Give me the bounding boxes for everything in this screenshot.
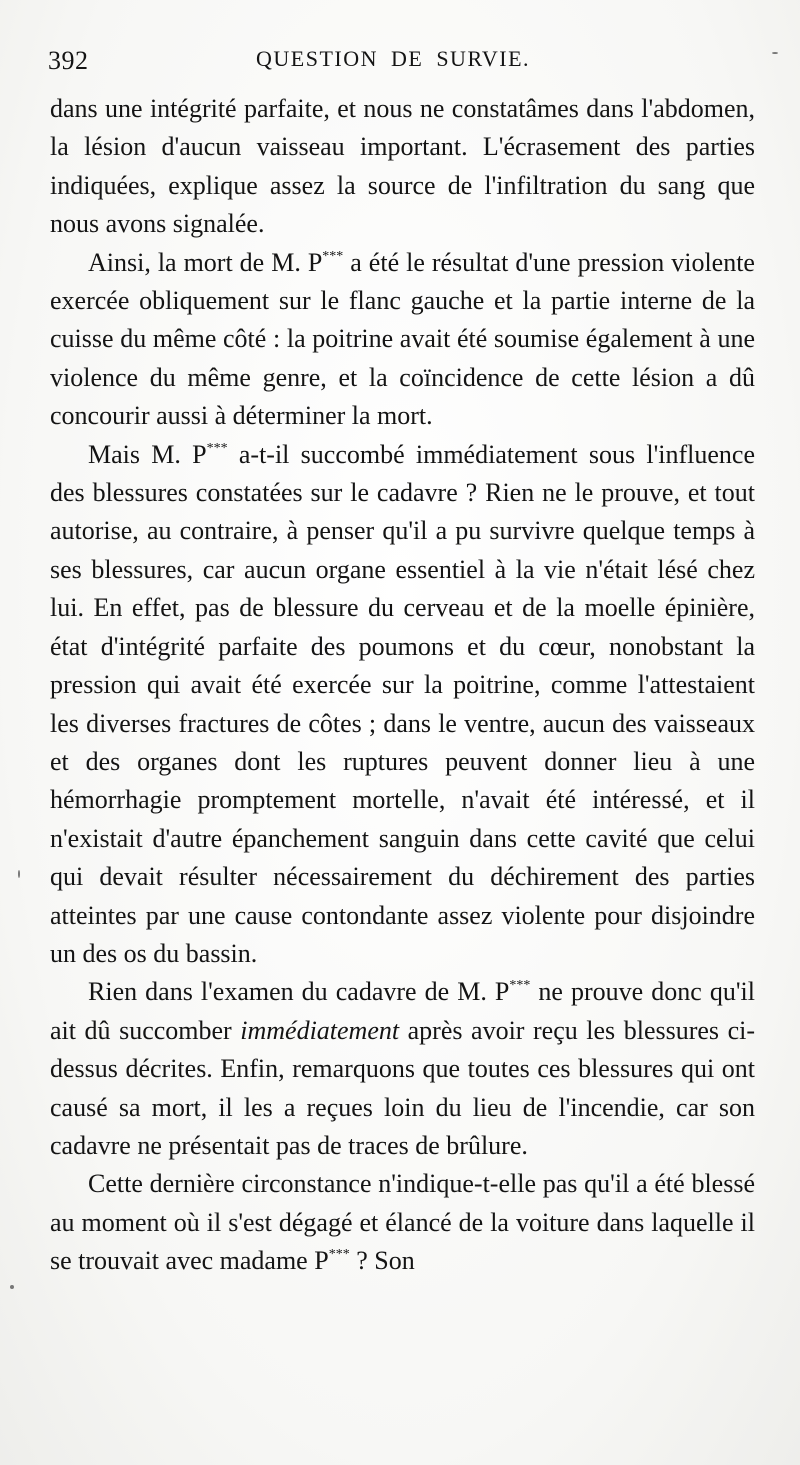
paragraph-text: Rien dans l'examen du cadavre de M. P bbox=[88, 977, 510, 1007]
paragraph-text: Ainsi, la mort de M. P bbox=[88, 247, 323, 277]
paragraph-text: ? Son bbox=[349, 1246, 415, 1276]
asterisk-superscript: *** bbox=[322, 248, 344, 264]
paragraph-text: a été le résultat d'une pression violente exercée obliquement sur le flanc gauche et la partie interne de la cuisse du même côté : la poitrine avait été soumise également à une violence du même genre, et la coïncidence de cette lésion a dû concourir aussi à déterminer la mort. bbox=[50, 247, 755, 431]
paragraph bbox=[50, 1165, 755, 1280]
paragraph-text: Mais M. P bbox=[88, 439, 207, 469]
asterisk-superscript: *** bbox=[509, 978, 531, 994]
paragraph-text: après avoir reçu les blessures ci-dessus décrites. Enfin, remarquons que toutes ces blessures qui ont causé sa mort, il les a reçues loin du lieu de l'incendie, car son cadavre ne présentait pas de traces de brûlure. bbox=[50, 1015, 756, 1160]
page-number: 392 bbox=[48, 46, 89, 75]
body-text bbox=[50, 90, 755, 1281]
paragraph-text: dans une intégrité parfaite, et nous ne constatâmes dans l'abdomen, la lésion d'aucun vaisseau important. L'écrasement des parties indiquées, explique assez la source de l'infiltration du sang que nous avons signalée. bbox=[50, 94, 755, 239]
asterisk-superscript: *** bbox=[328, 1247, 350, 1263]
paragraph-text: ne prouve donc qu'il ait dû succomber bbox=[50, 977, 755, 1045]
paragraph bbox=[50, 436, 755, 974]
italic-text: immédiatement bbox=[240, 1015, 400, 1045]
asterisk-superscript: *** bbox=[206, 440, 228, 456]
ink-speck bbox=[772, 52, 778, 54]
paragraph-text: Cette dernière circonstance n'indique-t-elle pas qu'il a été blessé au moment où il s'est dégagé et élancé de la voiture dans laquelle il se trouvait avec madame P bbox=[50, 1169, 755, 1276]
paragraph-text: a-t-il succombé immédiatement sous l'influence des blessures constatées sur le cadavre ? Rien ne le prouve, et tout autorise, au contraire, à penser qu'il a pu survivre quelque temps à ses blessures, car aucun organe essentiel à la vie n'était lésé chez lui. En effet, pas de blessure du cerveau et de la moelle épinière, état d'intégrité parfaite des poumons et du cœur, nonobstant la pression qui avait été exercée sur la poitrine, comme l'attestaient les diverses fractures de côtes ; dans le ventre, aucun des vaisseaux et des organes dont les ruptures peuvent donner lieu à une hémorrhagie promptement mortelle, n'avait été intéressé, et il n'existait d'autre épanchement sanguin dans cette cavité que celui qui devait résulter nécessairement du déchirement des parties atteintes par une cause contondante assez violente pour disjoindre un des os du bassin. bbox=[50, 439, 756, 968]
ink-speck bbox=[10, 1285, 14, 1289]
paragraph bbox=[50, 90, 755, 244]
running-title: QUESTION DE SURVIE. bbox=[256, 46, 531, 71]
paragraph bbox=[50, 244, 755, 436]
paragraph bbox=[50, 973, 755, 1165]
page-header bbox=[48, 42, 760, 82]
ink-speck bbox=[18, 870, 20, 878]
